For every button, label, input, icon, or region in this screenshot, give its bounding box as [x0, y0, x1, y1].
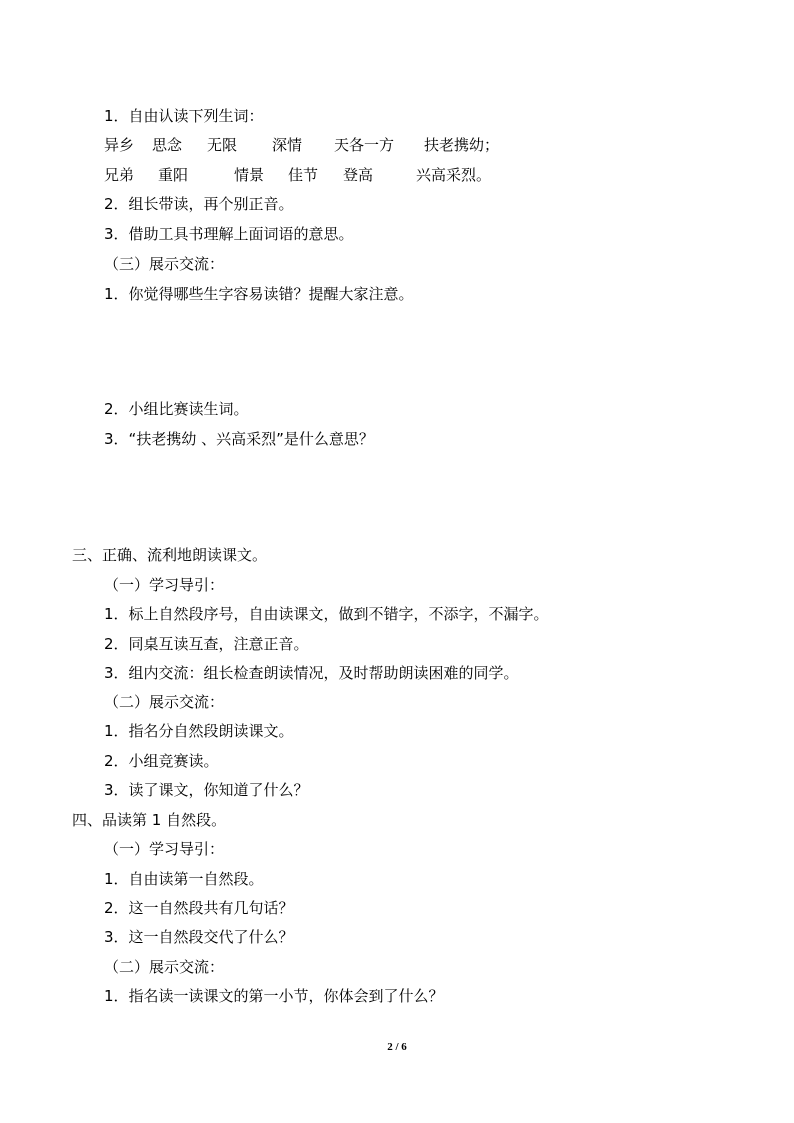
question-item: 1．你觉得哪些生字容易读错？提醒大家注意。	[104, 285, 414, 303]
list-item: 3．这一自然段交代了什么？	[104, 928, 294, 946]
vocab-word: 无限	[207, 136, 238, 154]
section-heading: 三、正确、流利地朗读课文。	[72, 546, 268, 564]
subsection-heading: （一）学习导引：	[104, 576, 225, 594]
vocab-word: 深情	[272, 136, 303, 154]
vocab-word: 兄弟	[104, 166, 135, 184]
page-number: 2 / 6	[387, 1041, 407, 1053]
instruction-dictionary: 3．借助工具书理解上面词语的意思。	[104, 225, 354, 243]
section-heading: 四、品读第 1 自然段。	[72, 811, 227, 829]
subsection-heading: （二）展示交流：	[104, 693, 225, 711]
instruction-group-read: 2．组长带读，再个别正音。	[104, 195, 294, 213]
subsection-heading: （一）学习导引：	[104, 840, 225, 858]
list-item: 1．自由读第一自然段。	[104, 870, 264, 888]
list-item: 1．指名读一读课文的第一小节，你体会到了什么？	[104, 987, 444, 1005]
vocab-word: 重阳	[158, 166, 189, 184]
subsection-heading: （三）展示交流：	[104, 255, 225, 273]
list-item: 2．小组竞赛读。	[104, 752, 219, 770]
vocab-word: 兴高采烈。	[416, 166, 492, 184]
vocab-word: 天各一方	[334, 136, 395, 154]
list-item: 3．组内交流：组长检查朗读情况，及时帮助朗读困难的同学。	[104, 664, 519, 682]
vocab-word: 异乡	[104, 136, 135, 154]
subsection-heading: （二）展示交流：	[104, 958, 225, 976]
list-item: 3．读了课文，你知道了什么？	[104, 781, 309, 799]
list-item: 2．这一自然段共有几句话？	[104, 899, 294, 917]
vocab-word: 佳节	[288, 166, 319, 184]
instruction-read-words: 1．自由认读下列生词：	[104, 107, 264, 125]
vocab-word: 扶老携幼；	[424, 136, 500, 154]
vocab-word: 情景	[234, 166, 265, 184]
list-item: 1．指名分自然段朗读课文。	[104, 722, 294, 740]
question-item: 3．“扶老携幼 、兴高采烈”是什么意思？	[104, 430, 374, 448]
list-item: 2．同桌互读互查，注意正音。	[104, 635, 309, 653]
vocab-word: 思念	[152, 136, 183, 154]
question-item: 2．小组比赛读生词。	[104, 400, 249, 418]
vocab-word: 登高	[343, 166, 374, 184]
list-item: 1．标上自然段序号，自由读课文，做到不错字，不添字，不漏字。	[104, 605, 549, 623]
